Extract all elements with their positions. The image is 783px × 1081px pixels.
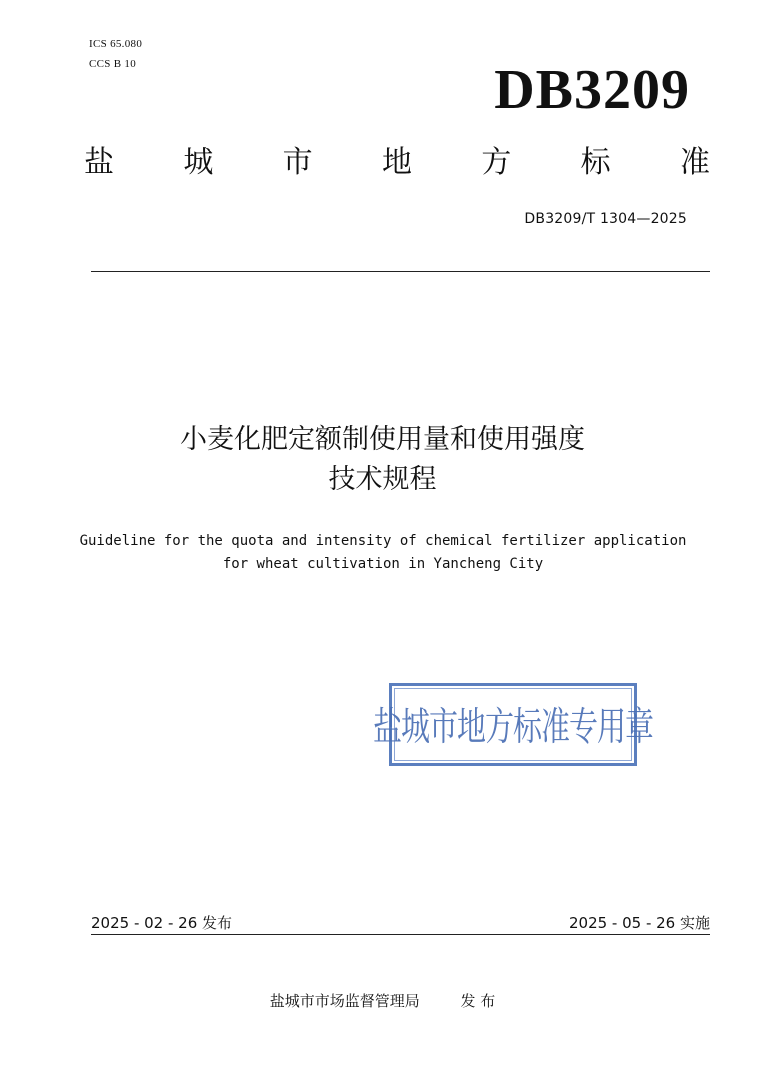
ics-code: ICS 65.080 xyxy=(89,38,143,50)
title-english xyxy=(0,530,783,576)
title-chinese-line-2: 技术规程 xyxy=(328,464,437,495)
bottom-divider xyxy=(91,934,710,935)
standard-number: DB3209/T 1304—2025 xyxy=(524,211,687,227)
publisher-org: 盐城市市场监督管理局 xyxy=(269,992,420,1010)
standard-type-char: 准 xyxy=(679,145,710,180)
standard-type xyxy=(84,145,710,180)
title-english-line-2: for wheat cultivation in Yancheng City xyxy=(222,556,544,572)
issue-date: 2025 - 02 - 26 发布 xyxy=(91,914,233,932)
stamp-text: 盐城市地方标准专用章 xyxy=(373,703,654,750)
official-stamp xyxy=(373,683,654,766)
db-code: DB3209 xyxy=(494,59,690,121)
standard-type-char: 标 xyxy=(580,145,611,180)
standard-type-char: 盐 xyxy=(84,145,114,180)
title-chinese-line-1: 小麦化肥定额制使用量和使用强度 xyxy=(180,424,585,455)
publisher-action: 发 布 xyxy=(460,992,496,1010)
standard-type-char: 城 xyxy=(183,145,214,180)
title-english-line-1: Guideline for the quota and intensity of chemical fertilizer application xyxy=(79,533,687,549)
standard-type-char: 方 xyxy=(481,145,512,180)
implementation-date: 2025 - 05 - 26 实施 xyxy=(568,914,710,932)
publisher xyxy=(0,990,765,1011)
standard-type-char: 市 xyxy=(282,145,313,180)
ccs-code: CCS B 10 xyxy=(89,58,137,70)
top-divider xyxy=(91,271,710,272)
title-chinese xyxy=(0,420,765,500)
standard-type-char: 地 xyxy=(381,145,412,180)
